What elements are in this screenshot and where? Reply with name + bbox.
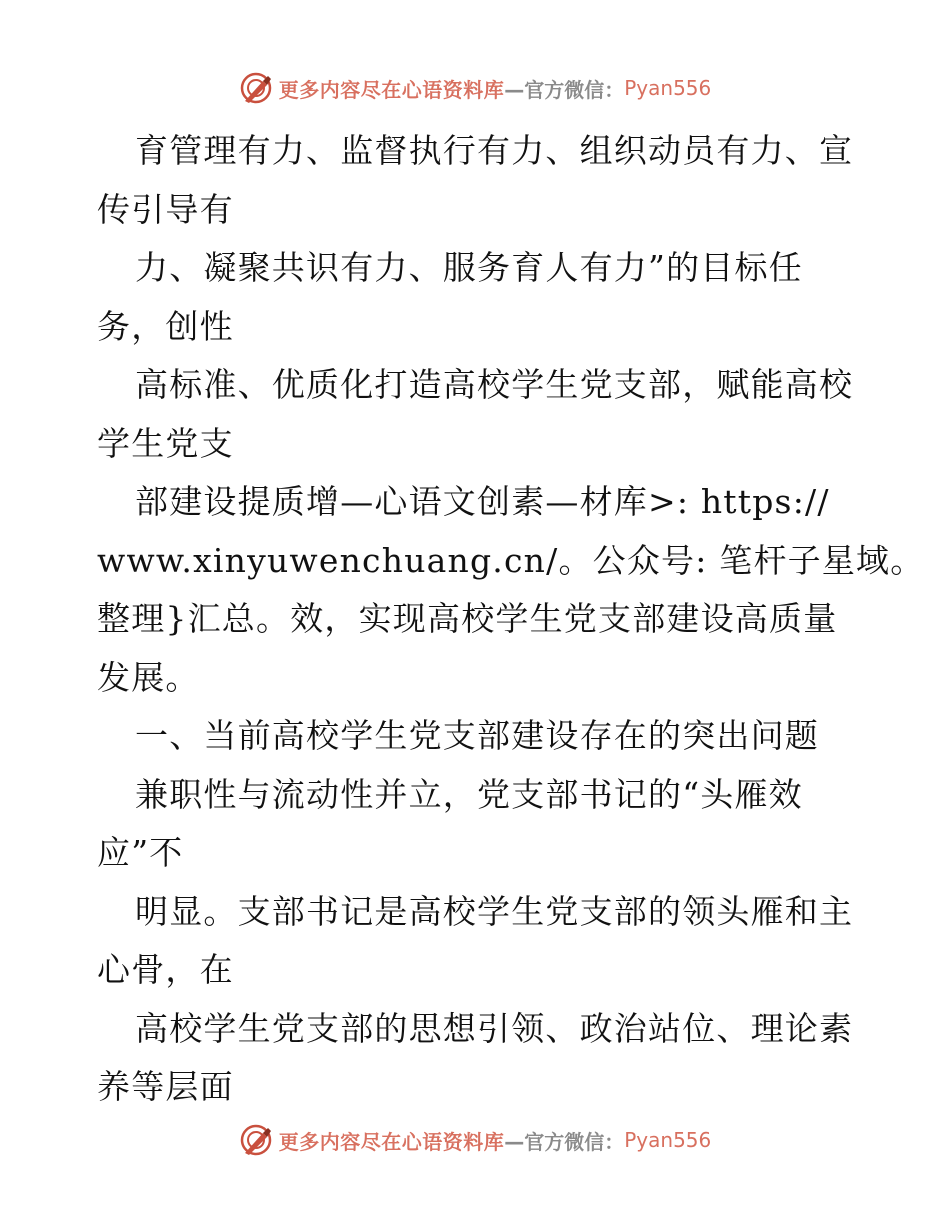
footer-brand-text: 更多内容尽在心语资料库 [278, 1129, 505, 1154]
footer-wechat-id: Pyan556 [624, 1128, 712, 1152]
text-line: 传引导有 [97, 189, 234, 229]
header-separator-text: —官方微信： [504, 77, 625, 102]
text-line: 一、当前高校学生党支部建设存在的突出问题 [135, 716, 819, 755]
pen-logo-icon [239, 1123, 273, 1157]
text-line: 心骨，在 [97, 950, 234, 989]
text-line: www.xinyuwenchuang.cn/。公众号: 笔杆子星域。 [97, 540, 925, 580]
footer-banner [0, 1120, 950, 1160]
pen-logo-icon [239, 71, 273, 105]
text-line: 务，创性 [97, 306, 234, 346]
header-brand-text: 更多内容尽在心语资料库 [278, 77, 505, 102]
text-line: 力、凝聚共识有力、服务育人有力”的目标任 [135, 248, 803, 287]
header-banner [0, 68, 950, 108]
text-line: 高校学生党支部的思想引领、政治站位、理论素 [135, 1008, 854, 1048]
text-line: 部建设提质增—心语文创素—材库>: https:// [135, 482, 830, 521]
text-line: 学生党支 [97, 423, 234, 463]
text-line: 高标准、优质化打造高校学生党支部，赋能高校 [135, 365, 854, 404]
document-body [97, 122, 925, 1117]
text-line: 整理}汇总。效，实现高校学生党支部建设高质量 [97, 599, 838, 638]
footer-separator-text: —官方微信： [504, 1129, 625, 1154]
text-line: 明显。支部书记是高校学生党支部的领头雁和主 [135, 891, 854, 931]
text-line: 兼职性与流动性并立，党支部书记的“头雁效 [135, 774, 803, 814]
header-wechat-id: Pyan556 [624, 76, 712, 100]
text-line: 发展。 [97, 657, 200, 697]
text-line: 育管理有力、监督执行有力、组织动员有力、宣 [135, 131, 854, 170]
text-line: 养等层面 [97, 1067, 234, 1106]
text-line: 应”不 [97, 833, 184, 872]
